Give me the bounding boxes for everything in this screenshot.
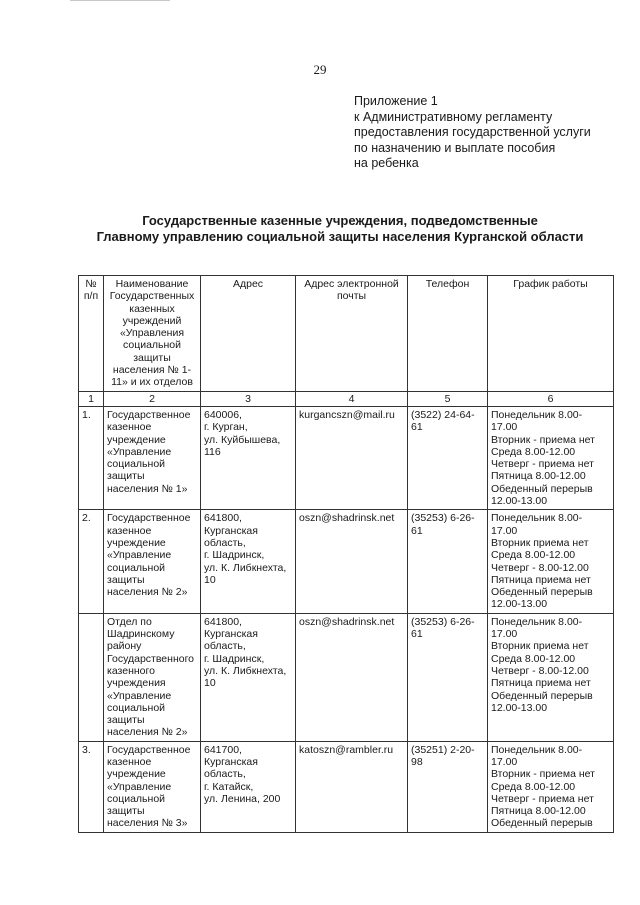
email-cell: kurgancszn@mail.ru xyxy=(296,406,408,509)
cell-line: казенных xyxy=(129,302,175,315)
cell-line: 641800, xyxy=(204,512,242,525)
cell-line: Пятница 8.00-12.00 xyxy=(491,470,586,483)
cell-line: казенное xyxy=(107,755,152,768)
cell-line: область, xyxy=(204,536,246,549)
cell-line: Государственное xyxy=(107,743,191,756)
cell-line: почты xyxy=(336,290,367,303)
header-cell-email xyxy=(296,276,408,392)
cell-line: 17.00 xyxy=(491,421,518,434)
cell-line: Телефон xyxy=(425,278,470,290)
appendix-note xyxy=(354,94,614,172)
column-number: 5 xyxy=(408,391,488,406)
schedule-cell xyxy=(488,741,614,832)
cell-line: Государственного xyxy=(107,652,195,665)
cell-line: казенное xyxy=(107,421,152,434)
header-cell-name xyxy=(104,276,201,392)
cell-line: казенное xyxy=(107,524,152,537)
title-line: Главному управлению социальной защиты населения Курганской области xyxy=(96,229,584,244)
cell-line: Понедельник 8.00- xyxy=(491,408,583,421)
cell-line: Шадринскому xyxy=(107,628,175,641)
cell-line: социальной xyxy=(122,339,182,352)
cell-line: населения № 1» xyxy=(107,482,188,495)
header-cell-number xyxy=(79,276,104,392)
cell-line: Обеденный перерыв xyxy=(491,586,593,599)
address-cell xyxy=(201,406,296,509)
cell-line: «Управление xyxy=(107,780,172,793)
cell-line: ул. Ленина, 200 xyxy=(204,792,281,805)
header-cell-phone xyxy=(408,276,488,392)
row-number-cell xyxy=(79,613,104,741)
cell-line: Среда 8.00-12.00 xyxy=(491,652,576,665)
table-row xyxy=(79,613,614,741)
cell-line: 98 xyxy=(411,755,423,768)
cell-line: п/п xyxy=(83,290,99,303)
scan-artifact-line xyxy=(70,0,170,1)
cell-line: Понедельник 8.00- xyxy=(491,512,583,525)
row-number-cell: 3. xyxy=(79,741,104,832)
column-number: 2 xyxy=(104,391,201,406)
page-number: 29 xyxy=(313,62,327,77)
cell-line: 17.00 xyxy=(491,755,518,768)
table-row xyxy=(79,741,614,832)
cell-line: Отдел по xyxy=(107,615,152,628)
cell-line: (3522) 24-64- xyxy=(411,408,475,421)
table-row xyxy=(79,406,614,509)
cell-line: учреждения xyxy=(107,677,166,690)
cell-line: Среда 8.00-12.00 xyxy=(491,780,576,793)
cell-line: 641800, xyxy=(204,615,242,628)
header-cell-schedule xyxy=(488,276,614,392)
cell-line: Курганская xyxy=(204,628,258,641)
cell-line: 17.00 xyxy=(491,524,518,537)
cell-line: Понедельник 8.00- xyxy=(491,743,583,756)
cell-line: Пятница приема нет xyxy=(491,573,591,586)
cell-line: защиты xyxy=(107,805,145,818)
cell-line: 61 xyxy=(411,628,423,641)
cell-line: 640006, xyxy=(204,408,242,421)
cell-line: г. Шадринск, xyxy=(204,549,265,562)
cell-line: «Управления xyxy=(119,327,185,340)
cell-line: населения № 2» xyxy=(107,726,188,739)
column-number: 3 xyxy=(201,391,296,406)
cell-line: Пятница приема нет xyxy=(491,677,591,690)
cell-line: 641700, xyxy=(204,743,242,756)
cell-line: району xyxy=(107,640,142,653)
cell-line: Обеденный перерыв xyxy=(491,689,593,702)
column-number: 1 xyxy=(79,391,104,406)
table-row xyxy=(79,510,614,613)
cell-line: 11» и их отделов xyxy=(111,376,193,389)
email-cell: oszn@shadrinsk.net xyxy=(296,510,408,613)
cell-line: График работы xyxy=(513,278,588,290)
cell-line: учреждение xyxy=(107,433,166,446)
cell-line: «Управление xyxy=(107,549,172,562)
cell-line: Четверг - 8.00-12.00 xyxy=(491,561,589,574)
appendix-line: к Административному регламенту xyxy=(354,109,553,124)
institution-name-cell xyxy=(104,510,201,613)
cell-line: социальной xyxy=(107,701,166,714)
cell-line: 12.00-13.00 xyxy=(491,495,548,508)
cell-line: социальной xyxy=(107,458,166,471)
appendix-line: предоставления государственной услуги xyxy=(354,125,591,139)
row-number-cell: 1. xyxy=(79,406,104,509)
column-number: 6 xyxy=(488,391,614,406)
cell-line: населения № 1- xyxy=(112,364,192,377)
cell-line: защиты xyxy=(133,351,171,364)
table-body xyxy=(79,406,614,832)
cell-line: (35251) 2-20- xyxy=(411,743,475,756)
cell-line: область, xyxy=(204,640,246,653)
cell-line: Вторник приема нет xyxy=(491,536,589,549)
cell-line: 116 xyxy=(204,445,221,458)
cell-line: (35253) 6-26- xyxy=(411,615,475,628)
cell-line: учреждение xyxy=(107,768,166,781)
schedule-cell xyxy=(488,510,614,613)
cell-line: Государственное xyxy=(107,512,191,525)
address-cell xyxy=(201,510,296,613)
cell-line: Четверг - 8.00-12.00 xyxy=(491,664,589,677)
cell-line: ул. Куйбышева, xyxy=(204,433,281,446)
appendix-line: Приложение 1 xyxy=(354,94,438,108)
header-cell-address xyxy=(201,276,296,392)
cell-line: Четверг - приема нет xyxy=(491,792,594,805)
cell-line: область, xyxy=(204,768,246,781)
institution-name-cell xyxy=(104,406,201,509)
schedule-cell xyxy=(488,406,614,509)
cell-line: Вторник - приема нет xyxy=(491,433,595,446)
column-number: 4 xyxy=(296,391,408,406)
cell-line: 12.00-13.00 xyxy=(491,701,548,714)
cell-line: учреждений xyxy=(122,314,182,327)
cell-line: Адрес xyxy=(232,278,264,290)
title-line: Государственные казенные учреждения, подведомственные xyxy=(142,213,538,228)
cell-line: Курганская xyxy=(204,524,258,537)
column-number-row xyxy=(79,391,614,406)
cell-line: г. Курган, xyxy=(204,421,248,434)
institutions-table xyxy=(78,275,614,833)
cell-line: Понедельник 8.00- xyxy=(491,615,583,628)
phone-cell xyxy=(408,741,488,832)
cell-line: населения № 2» xyxy=(107,586,188,599)
cell-line: 61 xyxy=(411,524,423,537)
document-title xyxy=(40,213,640,245)
cell-line: Курганская xyxy=(204,755,258,768)
email-cell: oszn@shadrinsk.net xyxy=(296,613,408,741)
cell-line: защиты xyxy=(107,470,145,483)
address-cell xyxy=(201,613,296,741)
cell-line: Среда 8.00-12.00 xyxy=(491,549,576,562)
cell-line: Обеденный перерыв xyxy=(491,482,593,495)
cell-line: социальной xyxy=(107,792,166,805)
cell-line: Государственных xyxy=(109,290,195,303)
schedule-cell xyxy=(488,613,614,741)
cell-line: Среда 8.00-12.00 xyxy=(491,445,576,458)
cell-line: 10 xyxy=(204,573,216,586)
cell-line: населения № 3» xyxy=(107,817,188,830)
cell-line: Четверг - приема нет xyxy=(491,458,594,471)
institution-name-cell xyxy=(104,613,201,741)
address-cell xyxy=(201,741,296,832)
cell-line: Адрес электронной xyxy=(304,278,399,290)
cell-line: казенного xyxy=(107,664,155,677)
cell-line: 10 xyxy=(204,677,216,690)
table-header-row xyxy=(79,276,614,392)
cell-line: Вторник - приема нет xyxy=(491,768,595,781)
cell-line: (35253) 6-26- xyxy=(411,512,475,525)
cell-line: 17.00 xyxy=(491,628,518,641)
cell-line: социальной xyxy=(107,561,166,574)
cell-line: защиты xyxy=(107,573,145,586)
phone-cell xyxy=(408,406,488,509)
cell-line: 12.00-13.00 xyxy=(491,598,548,611)
appendix-line: по назначению и выплате пособия xyxy=(354,140,556,155)
cell-line: ул. К. Либкнехта, xyxy=(204,664,287,677)
cell-line: Государственное xyxy=(107,408,191,421)
cell-line: № xyxy=(85,278,97,290)
cell-line: Обеденный перерыв xyxy=(491,817,593,830)
email-cell: katoszn@rambler.ru xyxy=(296,741,408,832)
row-number-cell: 2. xyxy=(79,510,104,613)
institution-name-cell xyxy=(104,741,201,832)
cell-line: «Управление xyxy=(107,689,172,702)
cell-line: 61 xyxy=(411,421,423,434)
cell-line: г. Шадринск, xyxy=(204,652,265,665)
appendix-line: на ребенка xyxy=(354,156,419,170)
cell-line: г. Катайск, xyxy=(204,780,254,793)
cell-line: Наименование xyxy=(115,278,189,290)
cell-line: Пятница 8.00-12.00 xyxy=(491,805,586,818)
phone-cell xyxy=(408,510,488,613)
cell-line: ул. К. Либкнехта, xyxy=(204,561,287,574)
cell-line: Вторник приема нет xyxy=(491,640,589,653)
cell-line: «Управление xyxy=(107,445,172,458)
cell-line: учреждение xyxy=(107,536,166,549)
cell-line: защиты xyxy=(107,714,145,727)
phone-cell xyxy=(408,613,488,741)
